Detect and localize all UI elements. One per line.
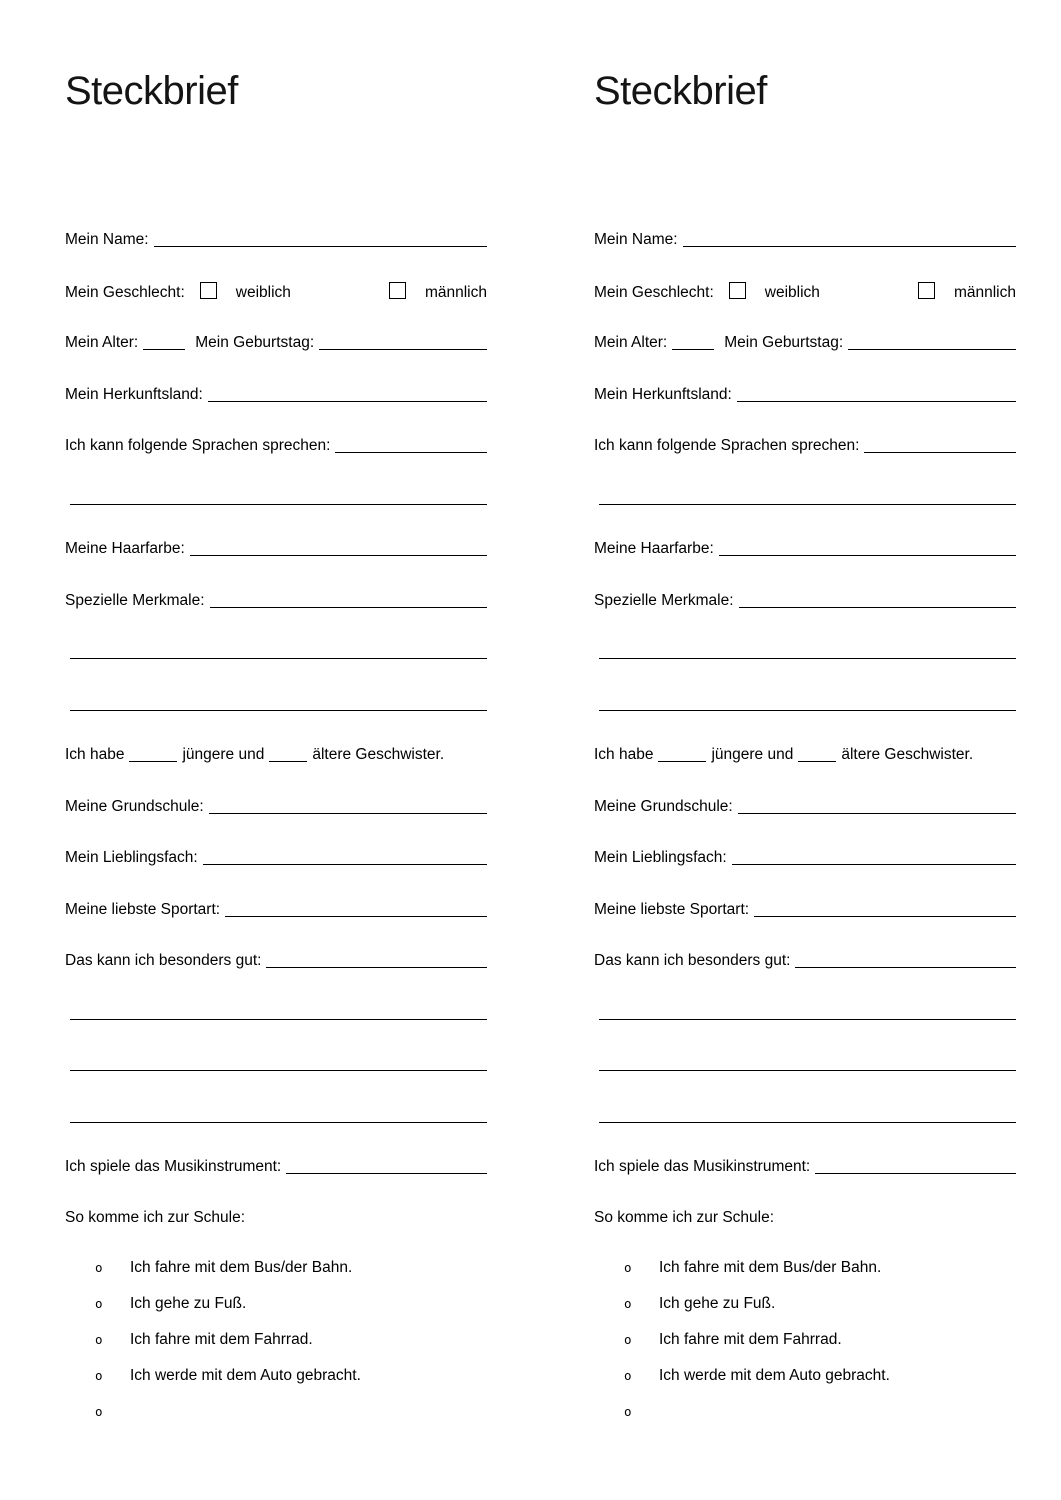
commute-header-row	[594, 1207, 1016, 1228]
talent-continuation-line-1[interactable]	[599, 1004, 1016, 1020]
name-label: Mein Name:	[65, 231, 149, 248]
languages-continuation-row	[594, 486, 1016, 507]
origin-row	[65, 383, 487, 404]
favorite-subject-blank-line[interactable]	[203, 849, 487, 865]
instrument-row	[594, 1155, 1016, 1176]
instrument-row	[65, 1155, 487, 1176]
primary-school-blank-line[interactable]	[209, 798, 487, 814]
commute-option-empty	[65, 1402, 487, 1422]
talent-blank-line[interactable]	[795, 952, 1016, 968]
features-continuation-row-2	[65, 692, 487, 713]
commute-list	[65, 1258, 487, 1422]
siblings-text-3: ältere Geschwister.	[312, 746, 445, 763]
favorite-subject-label: Mein Lieblingsfach:	[65, 849, 198, 866]
commute-option-label: Ich werde mit dem Auto gebracht.	[130, 1367, 361, 1384]
age-blank-line[interactable]	[143, 334, 185, 350]
commute-option-label: Ich fahre mit dem Fahrrad.	[659, 1331, 842, 1348]
features-continuation-line-2[interactable]	[70, 695, 487, 711]
features-continuation-line-2[interactable]	[599, 695, 1016, 711]
instrument-blank-line[interactable]	[286, 1158, 487, 1174]
commute-option-label: Ich fahre mit dem Fahrrad.	[130, 1331, 313, 1348]
age-birthday-row	[594, 331, 1016, 352]
languages-label: Ich kann folgende Sprachen sprechen:	[65, 437, 331, 454]
features-blank-line[interactable]	[210, 592, 487, 608]
list-bullet-icon: o	[95, 1332, 103, 1347]
gender-option-weiblich: weiblich	[764, 283, 820, 301]
birthday-label: Mein Geburtstag:	[724, 334, 844, 351]
talent-continuation-line-1[interactable]	[70, 1004, 487, 1020]
steckbrief-column	[594, 68, 1016, 1500]
commute-option-label: Ich gehe zu Fuß.	[130, 1295, 247, 1312]
commute-option-fuss	[594, 1294, 1016, 1314]
favorite-subject-row	[65, 846, 487, 867]
hair-row	[65, 537, 487, 558]
age-label: Mein Alter:	[594, 334, 668, 351]
siblings-row	[594, 743, 1016, 764]
commute-option-label: Ich fahre mit dem Bus/der Bahn.	[130, 1259, 353, 1276]
talent-continuation-line-3[interactable]	[70, 1107, 487, 1123]
commute-option-label: Ich gehe zu Fuß.	[659, 1295, 776, 1312]
talent-continuation-row-3	[594, 1104, 1016, 1125]
commute-option-fahrrad	[65, 1330, 487, 1350]
features-label: Spezielle Merkmale:	[594, 591, 734, 609]
favorite-subject-row	[594, 846, 1016, 867]
siblings-older-blank[interactable]	[269, 746, 307, 762]
origin-label: Mein Herkunftsland:	[594, 385, 732, 403]
commute-option-bus	[594, 1258, 1016, 1278]
favorite-sport-row	[594, 898, 1016, 919]
instrument-blank-line[interactable]	[815, 1158, 1016, 1174]
favorite-subject-label: Mein Lieblingsfach:	[594, 849, 727, 866]
gender-checkbox-maennlich[interactable]	[918, 282, 935, 299]
instrument-label: Ich spiele das Musikinstrument:	[594, 1158, 811, 1175]
birthday-blank-line[interactable]	[848, 334, 1016, 350]
commute-list	[594, 1258, 1016, 1422]
languages-blank-line[interactable]	[864, 437, 1016, 453]
talent-label: Das kann ich besonders gut:	[65, 952, 262, 969]
commute-option-label: Ich werde mit dem Auto gebracht.	[659, 1367, 890, 1384]
siblings-younger-blank[interactable]	[129, 746, 177, 762]
talent-continuation-row-2	[594, 1052, 1016, 1073]
origin-row	[594, 383, 1016, 404]
siblings-text-1: Ich habe	[65, 746, 125, 763]
languages-label: Ich kann folgende Sprachen sprechen:	[594, 437, 860, 454]
talent-continuation-row-3	[65, 1104, 487, 1125]
list-bullet-icon: o	[95, 1404, 103, 1419]
name-blank-line[interactable]	[683, 231, 1016, 247]
list-bullet-icon: o	[624, 1260, 632, 1275]
instrument-label: Ich spiele das Musikinstrument:	[65, 1158, 282, 1175]
name-blank-line[interactable]	[154, 231, 487, 247]
talent-continuation-line-3[interactable]	[599, 1107, 1016, 1123]
talent-continuation-row-1	[594, 1001, 1016, 1022]
siblings-text-1: Ich habe	[594, 746, 654, 763]
favorite-sport-label: Meine liebste Sportart:	[65, 900, 221, 918]
talent-row	[594, 949, 1016, 970]
gender-label: Mein Geschlecht:	[65, 283, 185, 301]
features-blank-line[interactable]	[739, 592, 1016, 608]
gender-checkbox-maennlich[interactable]	[389, 282, 406, 299]
list-bullet-icon: o	[624, 1332, 632, 1347]
talent-continuation-row-1	[65, 1001, 487, 1022]
gender-row	[594, 280, 1016, 301]
primary-school-label: Meine Grundschule:	[594, 797, 733, 815]
features-continuation-row-1	[594, 640, 1016, 661]
name-row	[65, 228, 487, 249]
gender-option-maennlich: männlich	[953, 283, 1016, 301]
features-continuation-row-1	[65, 640, 487, 661]
siblings-older-blank[interactable]	[798, 746, 836, 762]
gender-checkbox-weiblich[interactable]	[729, 282, 746, 299]
primary-school-label: Meine Grundschule:	[65, 797, 204, 815]
primary-school-row	[65, 795, 487, 816]
languages-row	[65, 434, 487, 455]
commute-label: So komme ich zur Schule:	[594, 1208, 775, 1226]
hair-blank-line[interactable]	[190, 540, 487, 556]
siblings-row	[65, 743, 487, 764]
age-birthday-row	[65, 331, 487, 352]
name-label: Mein Name:	[594, 231, 678, 248]
origin-blank-line[interactable]	[208, 386, 487, 402]
talent-continuation-row-2	[65, 1052, 487, 1073]
talent-continuation-line-2[interactable]	[599, 1055, 1016, 1071]
languages-continuation-line[interactable]	[599, 489, 1016, 505]
commute-option-fuss	[65, 1294, 487, 1314]
steckbrief-column	[65, 68, 487, 1500]
commute-option-fahrrad	[594, 1330, 1016, 1350]
commute-option-empty	[594, 1402, 1016, 1422]
siblings-text-2: jüngere und	[711, 746, 794, 763]
hair-blank-line[interactable]	[719, 540, 1016, 556]
languages-blank-line[interactable]	[335, 437, 487, 453]
gender-option-weiblich: weiblich	[235, 283, 291, 301]
hair-label: Meine Haarfarbe:	[594, 540, 714, 557]
list-bullet-icon: o	[95, 1296, 103, 1311]
document-title: Steckbrief	[594, 69, 767, 113]
origin-blank-line[interactable]	[737, 386, 1016, 402]
languages-continuation-line[interactable]	[70, 489, 487, 505]
commute-option-label: Ich fahre mit dem Bus/der Bahn.	[659, 1259, 882, 1276]
favorite-sport-label: Meine liebste Sportart:	[594, 900, 750, 918]
favorite-sport-blank-line[interactable]	[754, 901, 1016, 917]
commute-option-auto	[65, 1366, 487, 1386]
features-continuation-line-1[interactable]	[70, 643, 487, 659]
siblings-text-2: jüngere und	[182, 746, 265, 763]
list-bullet-icon: o	[624, 1368, 632, 1383]
features-label: Spezielle Merkmale:	[65, 591, 205, 609]
gender-label: Mein Geschlecht:	[594, 283, 714, 301]
commute-option-bus	[65, 1258, 487, 1278]
features-continuation-row-2	[594, 692, 1016, 713]
list-bullet-icon: o	[95, 1260, 103, 1275]
birthday-label: Mein Geburtstag:	[195, 334, 315, 351]
favorite-sport-row	[65, 898, 487, 919]
features-row	[594, 589, 1016, 610]
talent-label: Das kann ich besonders gut:	[594, 952, 791, 969]
languages-row	[594, 434, 1016, 455]
siblings-younger-blank[interactable]	[658, 746, 706, 762]
primary-school-row	[594, 795, 1016, 816]
age-label: Mein Alter:	[65, 334, 139, 351]
siblings-text-3: ältere Geschwister.	[841, 746, 974, 763]
talent-blank-line[interactable]	[266, 952, 487, 968]
languages-continuation-row	[65, 486, 487, 507]
commute-header-row	[65, 1207, 487, 1228]
favorite-sport-blank-line[interactable]	[225, 901, 487, 917]
features-continuation-line-1[interactable]	[599, 643, 1016, 659]
commute-option-auto	[594, 1366, 1016, 1386]
commute-label: So komme ich zur Schule:	[65, 1208, 246, 1226]
gender-option-maennlich: männlich	[424, 283, 487, 301]
hair-row	[594, 537, 1016, 558]
favorite-subject-blank-line[interactable]	[732, 849, 1016, 865]
birthday-blank-line[interactable]	[319, 334, 487, 350]
gender-row	[65, 280, 487, 301]
hair-label: Meine Haarfarbe:	[65, 540, 185, 557]
list-bullet-icon: o	[95, 1368, 103, 1383]
list-bullet-icon: o	[624, 1404, 632, 1419]
primary-school-blank-line[interactable]	[738, 798, 1016, 814]
name-row	[594, 228, 1016, 249]
talent-continuation-line-2[interactable]	[70, 1055, 487, 1071]
talent-row	[65, 949, 487, 970]
gender-checkbox-weiblich[interactable]	[200, 282, 217, 299]
origin-label: Mein Herkunftsland:	[65, 385, 203, 403]
age-blank-line[interactable]	[672, 334, 714, 350]
document-title: Steckbrief	[65, 69, 238, 113]
list-bullet-icon: o	[624, 1296, 632, 1311]
features-row	[65, 589, 487, 610]
